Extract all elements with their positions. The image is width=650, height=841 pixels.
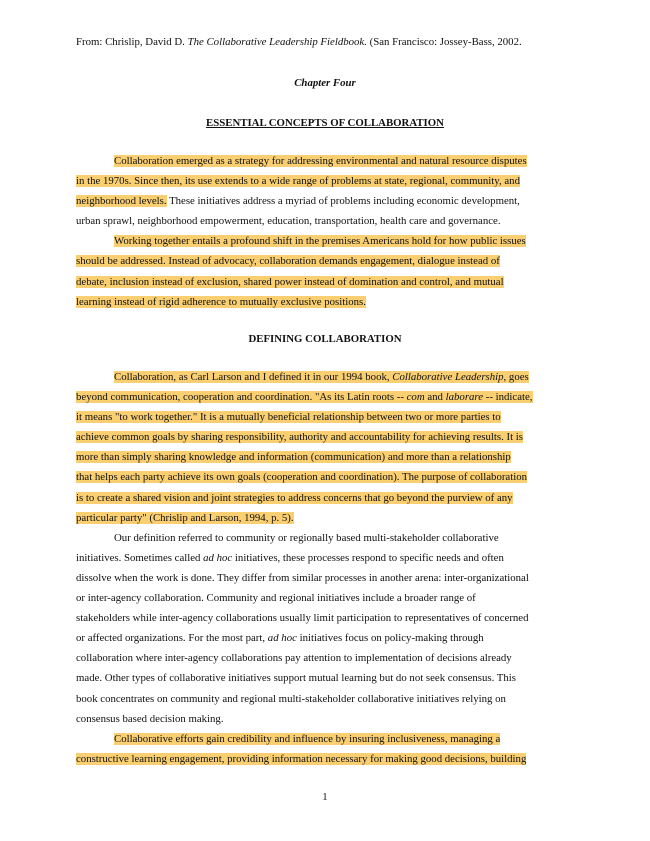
paragraph-4-line: made. Other types of collaborative initiatives support mutual learning but do not seek consensus. This: [76, 672, 516, 685]
section-heading-defining-collaboration: DEFINING COLLABORATION: [248, 333, 402, 345]
page-number: 1: [322, 791, 328, 803]
paragraph-4-line: or affected organizations. For the most part, ad hoc initiatives focus on policy-making through: [76, 632, 484, 645]
paragraph-2-line: Working together entails a profound shift in the premises Americans hold for how public issues: [114, 235, 526, 248]
paragraph-2-line: debate, inclusion instead of exclusion, shared power instead of domination and control, and mutual: [76, 275, 504, 288]
paragraph-3-line: particular party" (Chrislip and Larson, 1994, p. 5).: [76, 511, 294, 524]
paragraph-2-line: should be addressed. Instead of advocacy, collaboration demands engagement, dialogue instead of: [76, 255, 500, 268]
paragraph-5-line: constructive learning engagement, providing information necessary for making good decisions, building: [76, 752, 527, 765]
paragraph-4-line: or inter-agency collaboration. Community and regional initiatives include a broader range of: [76, 592, 476, 605]
section-body-essential-concepts: [76, 151, 576, 312]
paragraph-4-line: consensus based decision making.: [76, 712, 224, 725]
paragraph-1-line: urban sprawl, neighborhood empowerment, education, transportation, health care and governance.: [76, 215, 501, 228]
paragraph-3-line: Collaboration, as Carl Larson and I defined it in our 1994 book, Collaborative Leadership, goes: [114, 371, 529, 383]
paragraph-3-line: is to create a shared vision and joint strategies to address concerns that go beyond the purview of any: [76, 491, 513, 504]
paragraph-1-line: neighborhood levels. These initiatives address a myriad of problems including economic development,: [76, 195, 520, 208]
paragraph-3-line: achieve common goals by sharing responsibility, authority and accountability for achieving results. It is: [76, 431, 523, 444]
paragraph-4-line: dissolve when the work is done. They differ from similar processes in another arena: inter-organizational: [76, 571, 529, 584]
section-body-defining-collaboration: [76, 367, 576, 769]
paragraph-5-line: Collaborative efforts gain credibility and influence by insuring inclusiveness, managing a: [114, 732, 501, 745]
paragraph-3-line: it means "to work together." It is a mutually beneficial relationship between two or more parties to: [76, 411, 501, 424]
paragraph-4-line: Our definition referred to community or regionally based multi-stakeholder collaborative: [114, 531, 499, 544]
section-heading-essential-concepts: ESSENTIAL CONCEPTS OF COLLABORATION: [206, 117, 444, 129]
paragraph-3-line: more than simply sharing knowledge and information (communication) and more than a relationship: [76, 451, 511, 464]
paragraph-3-line: beyond communication, cooperation and coordination. "As its Latin roots -- com and laborare -- indicate,: [76, 391, 533, 404]
source-book-title: The Collaborative Leadership Fieldbook.: [187, 36, 367, 48]
paragraph-4-line: collaboration where inter-agency collaborations pay attention to implementation of decisions already: [76, 652, 512, 665]
paragraph-3-line: that helps each party achieve its own goals (cooperation and coordination). The purpose of collaboration: [76, 471, 528, 484]
chapter-label: Chapter Four: [294, 77, 356, 89]
paragraph-2-line: learning instead of rigid adherence to mutually exclusive positions.: [76, 295, 366, 308]
paragraph-1-line: in the 1970s. Since then, its use extends to a wide range of problems at state, regional, community, and: [76, 175, 520, 188]
paragraph-4-line: stakeholders while inter-agency collaborations usually limit participation to representatives of concerned: [76, 612, 529, 625]
source-citation: From: Chrislip, David D. The Collaborative Leadership Fieldbook. (San Francisco: Jossey-Bass, 2002.: [76, 36, 522, 48]
paragraph-1-line: Collaboration emerged as a strategy for addressing environmental and natural resource disputes: [114, 155, 527, 167]
paragraph-4-line: book concentrates on community and regional multi-stakeholder collaborative initiatives relying on: [76, 692, 506, 705]
paragraph-4-line: initiatives. Sometimes called ad hoc initiatives, these processes respond to specific needs and often: [76, 551, 504, 564]
